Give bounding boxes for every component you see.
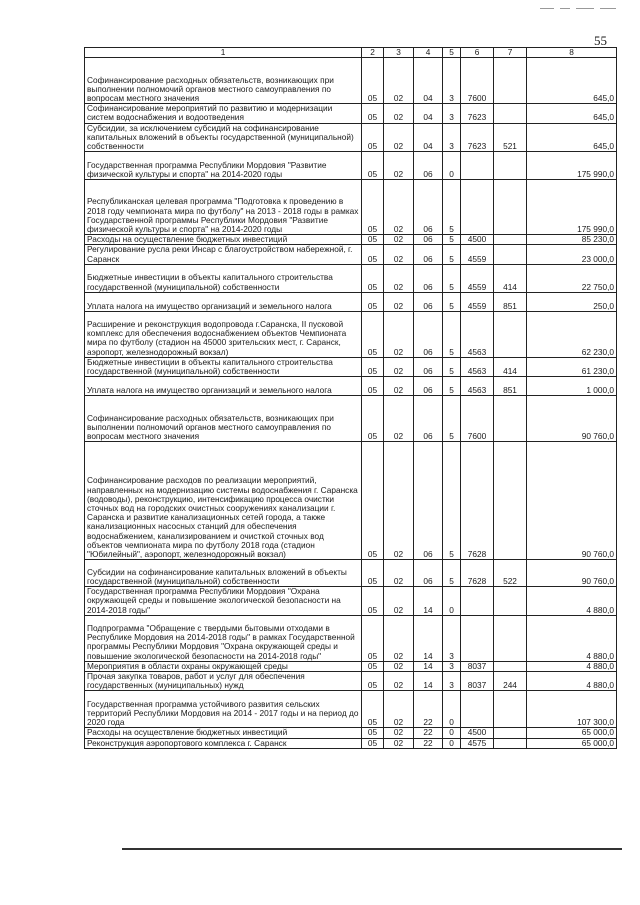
row-name-cell: Бюджетные инвестиции в объекты капитального строительства государственной (муниципальной) собственности bbox=[85, 357, 362, 376]
row-code-cell: 05 bbox=[362, 357, 384, 376]
row-sum-cell: 645,0 bbox=[527, 104, 617, 123]
row-code-cell: 05 bbox=[362, 672, 384, 691]
row-code-cell: 05 bbox=[362, 180, 384, 235]
table-row bbox=[85, 728, 617, 738]
row-code-cell bbox=[494, 661, 527, 671]
table-row bbox=[85, 377, 617, 396]
row-sum-cell: 4 880,0 bbox=[527, 672, 617, 691]
row-code-cell: 05 bbox=[362, 152, 384, 180]
row-name-cell: Расширение и реконструкция водопровода г.Саранска, II пусковой комплекс для обеспечения водоснабжением объектов Чемпионата мира по футболу (стадион на 45000 зрительских мест, г. Саранск, аэропорт, железнодорожный вокзал) bbox=[85, 311, 362, 357]
row-code-cell: 05 bbox=[362, 104, 384, 123]
row-code-cell: 04 bbox=[414, 58, 443, 104]
row-code-cell: 5 bbox=[443, 311, 461, 357]
row-name-cell: Бюджетные инвестиции в объекты капитального строительства государственной (муниципальной) собственности bbox=[85, 264, 362, 292]
row-code-cell bbox=[494, 728, 527, 738]
row-code-cell: 5 bbox=[443, 357, 461, 376]
row-code-cell: 8037 bbox=[461, 672, 494, 691]
row-code-cell: 14 bbox=[414, 661, 443, 671]
row-code-cell: 05 bbox=[362, 587, 384, 616]
row-code-cell: 0 bbox=[443, 587, 461, 616]
table-row bbox=[85, 123, 617, 152]
row-code-cell: 7600 bbox=[461, 58, 494, 104]
table-row bbox=[85, 180, 617, 235]
row-code-cell: 02 bbox=[384, 235, 414, 245]
row-code-cell: 05 bbox=[362, 615, 384, 661]
row-code-cell: 02 bbox=[384, 292, 414, 311]
row-name-cell: Государственная программа Республики Мордовия "Охрана окружающей среды и повышение экологической безопасности на 2014-2018 годы" bbox=[85, 587, 362, 616]
row-code-cell: 05 bbox=[362, 311, 384, 357]
row-code-cell: 02 bbox=[384, 152, 414, 180]
row-code-cell: 02 bbox=[384, 264, 414, 292]
table-row bbox=[85, 357, 617, 376]
row-code-cell: 4559 bbox=[461, 245, 494, 264]
row-code-cell: 414 bbox=[494, 357, 527, 376]
row-sum-cell: 107 300,0 bbox=[527, 691, 617, 728]
row-code-cell: 05 bbox=[362, 245, 384, 264]
row-code-cell: 06 bbox=[414, 560, 443, 587]
row-code-cell: 02 bbox=[384, 738, 414, 748]
row-code-cell bbox=[494, 615, 527, 661]
row-code-cell: 22 bbox=[414, 691, 443, 728]
table-row bbox=[85, 661, 617, 671]
row-code-cell: 02 bbox=[384, 104, 414, 123]
row-code-cell: 02 bbox=[384, 377, 414, 396]
row-name-cell: Государственная программа Республики Мордовия "Развитие физической культуры и спорта" на 2014-2020 годы bbox=[85, 152, 362, 180]
row-code-cell: 02 bbox=[384, 357, 414, 376]
row-sum-cell: 90 760,0 bbox=[527, 560, 617, 587]
row-code-cell: 05 bbox=[362, 58, 384, 104]
header-cell: 1 bbox=[85, 48, 362, 58]
row-sum-cell: 61 230,0 bbox=[527, 357, 617, 376]
row-name-cell: Расходы на осуществление бюджетных инвестиций bbox=[85, 728, 362, 738]
row-code-cell: 02 bbox=[384, 311, 414, 357]
row-code-cell: 5 bbox=[443, 442, 461, 560]
row-code-cell bbox=[494, 152, 527, 180]
row-code-cell: 05 bbox=[362, 396, 384, 442]
header-row bbox=[85, 48, 617, 58]
header-cell: 4 bbox=[414, 48, 443, 58]
footer-rule bbox=[122, 848, 622, 850]
row-sum-cell: 4 880,0 bbox=[527, 661, 617, 671]
row-code-cell: 05 bbox=[362, 691, 384, 728]
row-code-cell bbox=[494, 311, 527, 357]
row-code-cell bbox=[494, 245, 527, 264]
row-sum-cell: 4 880,0 bbox=[527, 587, 617, 616]
row-code-cell bbox=[494, 180, 527, 235]
row-code-cell bbox=[494, 587, 527, 616]
row-sum-cell: 645,0 bbox=[527, 58, 617, 104]
row-code-cell bbox=[494, 58, 527, 104]
row-code-cell: 0 bbox=[443, 738, 461, 748]
table-row bbox=[85, 738, 617, 748]
table-row bbox=[85, 104, 617, 123]
row-code-cell bbox=[494, 442, 527, 560]
row-code-cell: 7600 bbox=[461, 396, 494, 442]
row-code-cell: 06 bbox=[414, 357, 443, 376]
row-name-cell: Регулирование русла реки Инсар с благоустройством набережной, г. Саранск bbox=[85, 245, 362, 264]
row-code-cell bbox=[494, 738, 527, 748]
row-code-cell: 22 bbox=[414, 728, 443, 738]
row-code-cell: 06 bbox=[414, 264, 443, 292]
row-sum-cell: 175 990,0 bbox=[527, 180, 617, 235]
row-code-cell: 3 bbox=[443, 672, 461, 691]
row-sum-cell: 22 750,0 bbox=[527, 264, 617, 292]
row-code-cell bbox=[461, 615, 494, 661]
row-code-cell: 7623 bbox=[461, 104, 494, 123]
row-code-cell: 02 bbox=[384, 442, 414, 560]
row-name-cell: Прочая закупка товаров, работ и услуг для обеспечения государственных (муниципальных) нужд bbox=[85, 672, 362, 691]
row-code-cell: 02 bbox=[384, 180, 414, 235]
row-code-cell: 02 bbox=[384, 615, 414, 661]
row-name-cell: Софинансирование расходных обязательств, возникающих при выполнении полномочий органов местного самоуправления по вопросам местного значения bbox=[85, 396, 362, 442]
row-name-cell: Государственная программа устойчивого развития сельских территорий Республики Мордовия на 2014 - 2017 годы и на период до 2020 года bbox=[85, 691, 362, 728]
row-code-cell: 0 bbox=[443, 728, 461, 738]
row-code-cell: 851 bbox=[494, 292, 527, 311]
row-name-cell: Софинансирование мероприятий по развитию и модернизации систем водоснабжения и водоотведения bbox=[85, 104, 362, 123]
row-code-cell: 06 bbox=[414, 292, 443, 311]
table-row bbox=[85, 292, 617, 311]
row-sum-cell: 1 000,0 bbox=[527, 377, 617, 396]
row-code-cell: 3 bbox=[443, 104, 461, 123]
row-code-cell: 4563 bbox=[461, 311, 494, 357]
row-code-cell: 4559 bbox=[461, 264, 494, 292]
row-code-cell: 02 bbox=[384, 728, 414, 738]
row-code-cell: 05 bbox=[362, 377, 384, 396]
table-body bbox=[85, 48, 617, 749]
table-row bbox=[85, 58, 617, 104]
row-code-cell: 05 bbox=[362, 738, 384, 748]
row-sum-cell: 250,0 bbox=[527, 292, 617, 311]
table-row bbox=[85, 152, 617, 180]
budget-table bbox=[84, 47, 617, 749]
row-code-cell: 3 bbox=[443, 615, 461, 661]
row-name-cell: Уплата налога на имущество организаций и земельного налога bbox=[85, 292, 362, 311]
row-sum-cell: 65 000,0 bbox=[527, 728, 617, 738]
row-code-cell: 02 bbox=[384, 560, 414, 587]
row-code-cell: 02 bbox=[384, 396, 414, 442]
row-code-cell: 3 bbox=[443, 661, 461, 671]
table-row bbox=[85, 245, 617, 264]
row-code-cell bbox=[494, 104, 527, 123]
header-cell: 6 bbox=[461, 48, 494, 58]
header-cell: 3 bbox=[384, 48, 414, 58]
row-code-cell: 14 bbox=[414, 615, 443, 661]
table-row bbox=[85, 691, 617, 728]
row-code-cell: 5 bbox=[443, 560, 461, 587]
row-code-cell bbox=[494, 235, 527, 245]
row-sum-cell: 65 000,0 bbox=[527, 738, 617, 748]
row-name-cell: Расходы на осуществление бюджетных инвестиций bbox=[85, 235, 362, 245]
row-code-cell bbox=[461, 180, 494, 235]
row-code-cell: 06 bbox=[414, 235, 443, 245]
table-row bbox=[85, 442, 617, 560]
row-code-cell: 5 bbox=[443, 396, 461, 442]
row-code-cell: 5 bbox=[443, 180, 461, 235]
table-row bbox=[85, 560, 617, 587]
row-sum-cell: 23 000,0 bbox=[527, 245, 617, 264]
table-row bbox=[85, 235, 617, 245]
row-code-cell: 06 bbox=[414, 396, 443, 442]
row-code-cell: 4575 bbox=[461, 738, 494, 748]
row-code-cell: 8037 bbox=[461, 661, 494, 671]
row-code-cell: 06 bbox=[414, 377, 443, 396]
row-code-cell: 05 bbox=[362, 264, 384, 292]
row-code-cell: 06 bbox=[414, 311, 443, 357]
row-name-cell: Подпрограмма "Обращение с твердыми бытовыми отходами в Республике Мордовия на 2014-2018 годы" в рамках Государственной программы Республики Мордовия "Охрана окружающей среды и повышение экологической безопасности на 2014-2018 годы" bbox=[85, 615, 362, 661]
row-code-cell: 02 bbox=[384, 587, 414, 616]
row-code-cell: 02 bbox=[384, 672, 414, 691]
row-code-cell: 02 bbox=[384, 661, 414, 671]
row-name-cell: Софинансирование расходных обязательств, возникающих при выполнении полномочий органов местного самоуправления по вопросам местного значения bbox=[85, 58, 362, 104]
row-code-cell: 05 bbox=[362, 292, 384, 311]
header-cell: 2 bbox=[362, 48, 384, 58]
table-row bbox=[85, 264, 617, 292]
row-code-cell: 5 bbox=[443, 235, 461, 245]
row-sum-cell: 175 990,0 bbox=[527, 152, 617, 180]
row-code-cell: 851 bbox=[494, 377, 527, 396]
row-code-cell: 4500 bbox=[461, 235, 494, 245]
row-code-cell: 05 bbox=[362, 235, 384, 245]
row-code-cell bbox=[494, 691, 527, 728]
row-code-cell: 06 bbox=[414, 442, 443, 560]
row-code-cell: 04 bbox=[414, 104, 443, 123]
row-code-cell: 3 bbox=[443, 58, 461, 104]
row-code-cell: 02 bbox=[384, 58, 414, 104]
row-name-cell: Мероприятия в области охраны окружающей среды bbox=[85, 661, 362, 671]
row-name-cell: Субсидии, за исключением субсидий на софинансирование капитальных вложений в объекты государственной (муниципальной) собственности bbox=[85, 123, 362, 152]
header-cell: 5 bbox=[443, 48, 461, 58]
header-cell: 7 bbox=[494, 48, 527, 58]
row-sum-cell: 90 760,0 bbox=[527, 396, 617, 442]
page-number: 55 bbox=[594, 33, 607, 48]
scan-mark bbox=[540, 6, 620, 12]
row-name-cell: Субсидии на софинансирование капитальных вложений в объекты государственной (муниципальной) собственности bbox=[85, 560, 362, 587]
row-code-cell: 05 bbox=[362, 123, 384, 152]
table-row bbox=[85, 311, 617, 357]
row-code-cell: 5 bbox=[443, 292, 461, 311]
row-code-cell bbox=[461, 587, 494, 616]
row-name-cell: Уплата налога на имущество организаций и земельного налога bbox=[85, 377, 362, 396]
row-code-cell: 05 bbox=[362, 728, 384, 738]
row-sum-cell: 90 760,0 bbox=[527, 442, 617, 560]
row-code-cell: 05 bbox=[362, 661, 384, 671]
row-code-cell: 14 bbox=[414, 672, 443, 691]
row-code-cell: 0 bbox=[443, 691, 461, 728]
row-code-cell: 5 bbox=[443, 264, 461, 292]
row-code-cell: 521 bbox=[494, 123, 527, 152]
row-name-cell: Реконструкция аэропортового комплекса г. Саранск bbox=[85, 738, 362, 748]
table-row bbox=[85, 615, 617, 661]
row-code-cell: 06 bbox=[414, 245, 443, 264]
row-code-cell: 02 bbox=[384, 245, 414, 264]
row-code-cell: 0 bbox=[443, 152, 461, 180]
header-cell: 8 bbox=[527, 48, 617, 58]
table-row bbox=[85, 396, 617, 442]
row-code-cell bbox=[461, 152, 494, 180]
row-sum-cell: 62 230,0 bbox=[527, 311, 617, 357]
row-code-cell: 3 bbox=[443, 123, 461, 152]
row-code-cell: 14 bbox=[414, 587, 443, 616]
row-sum-cell: 645,0 bbox=[527, 123, 617, 152]
row-code-cell: 5 bbox=[443, 377, 461, 396]
row-code-cell: 4500 bbox=[461, 728, 494, 738]
row-code-cell: 414 bbox=[494, 264, 527, 292]
row-code-cell: 5 bbox=[443, 245, 461, 264]
row-code-cell: 05 bbox=[362, 560, 384, 587]
row-sum-cell: 4 880,0 bbox=[527, 615, 617, 661]
row-code-cell: 22 bbox=[414, 738, 443, 748]
row-code-cell: 4563 bbox=[461, 357, 494, 376]
row-code-cell bbox=[494, 396, 527, 442]
row-code-cell: 02 bbox=[384, 691, 414, 728]
row-code-cell: 04 bbox=[414, 123, 443, 152]
row-code-cell: 522 bbox=[494, 560, 527, 587]
row-code-cell: 06 bbox=[414, 152, 443, 180]
row-code-cell: 244 bbox=[494, 672, 527, 691]
row-code-cell bbox=[461, 691, 494, 728]
table-row bbox=[85, 672, 617, 691]
table-row bbox=[85, 587, 617, 616]
row-code-cell: 02 bbox=[384, 123, 414, 152]
row-name-cell: Республиканская целевая программа "Подготовка к проведению в 2018 году чемпионата мира по футболу" на 2013 - 2018 годы в рамках Государственной программы Республики Мордовия "Развитие физической культуры и спорта" на 2014-2020 годы bbox=[85, 180, 362, 235]
row-code-cell: 06 bbox=[414, 180, 443, 235]
row-code-cell: 7628 bbox=[461, 442, 494, 560]
row-code-cell: 4559 bbox=[461, 292, 494, 311]
row-code-cell: 7623 bbox=[461, 123, 494, 152]
row-sum-cell: 85 230,0 bbox=[527, 235, 617, 245]
row-code-cell: 4563 bbox=[461, 377, 494, 396]
row-code-cell: 05 bbox=[362, 442, 384, 560]
row-name-cell: Софинансирование расходов по реализации мероприятий, направленных на модернизацию системы водоснабжения г. Саранска (водоводы), реконструкцию, интенсификацию процесса очистки сточных вод на городских очистных сооружениях канализации г. Саранска и развитие канализационных сетей города, а также канализационных насосных станций для обеспечения водоснабжением, канализированием и очисткой сточных вод объектов чемпионата мира по футболу 2018 года (стадион "Юбилейный", аэропорт, железнодорожный вокзал) bbox=[85, 442, 362, 560]
row-code-cell: 7628 bbox=[461, 560, 494, 587]
